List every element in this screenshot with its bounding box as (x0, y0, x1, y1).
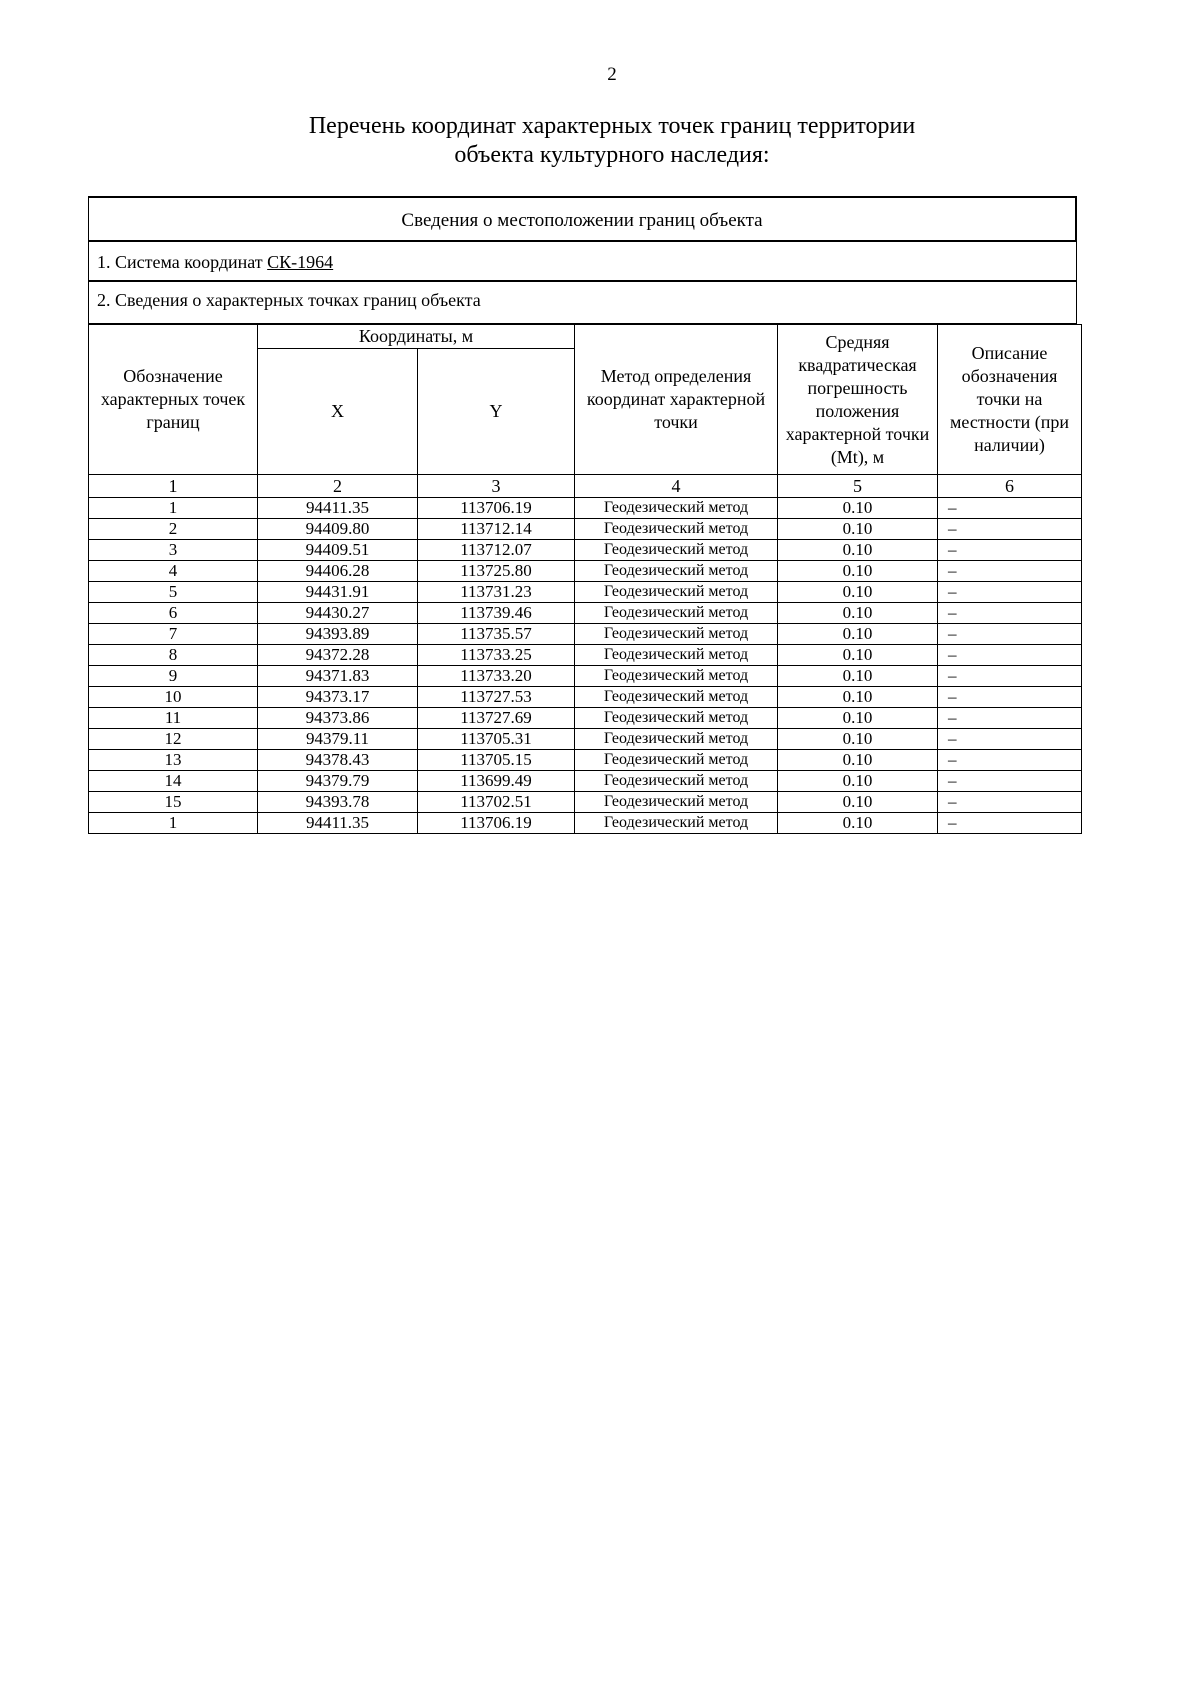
cell-y: 113706.19 (418, 813, 575, 834)
cell-description: – (938, 561, 1082, 582)
cell-y: 113725.80 (418, 561, 575, 582)
cell-method: Геодезический метод (575, 687, 778, 708)
table-row (89, 561, 1082, 582)
table-row (89, 603, 1082, 624)
cell-y: 113727.69 (418, 708, 575, 729)
table-row (89, 729, 1082, 750)
cell-y: 113733.25 (418, 645, 575, 666)
cell-point-number: 3 (89, 540, 258, 561)
cell-point-number: 10 (89, 687, 258, 708)
cell-description: – (938, 582, 1082, 603)
cell-x: 94371.83 (258, 666, 418, 687)
cell-method: Геодезический метод (575, 729, 778, 750)
cell-point-number: 5 (89, 582, 258, 603)
cell-description: – (938, 645, 1082, 666)
header-description: Описание обозначения точки на местности (при наличии) (938, 325, 1082, 475)
cell-point-number: 6 (89, 603, 258, 624)
cell-description: – (938, 666, 1082, 687)
cell-point-number: 1 (89, 498, 258, 519)
cell-y: 113733.20 (418, 666, 575, 687)
cell-method: Геодезический метод (575, 624, 778, 645)
cell-point-number: 15 (89, 792, 258, 813)
cell-method: Геодезический метод (575, 813, 778, 834)
cell-description: – (938, 750, 1082, 771)
coordinates-table-body (89, 498, 1082, 834)
cell-x: 94379.11 (258, 729, 418, 750)
cell-y: 113705.31 (418, 729, 575, 750)
cell-x: 94378.43 (258, 750, 418, 771)
cell-description: – (938, 792, 1082, 813)
column-index: 5 (778, 475, 938, 498)
cell-x: 94411.35 (258, 498, 418, 519)
cell-description: – (938, 813, 1082, 834)
column-index: 2 (258, 475, 418, 498)
cell-x: 94373.86 (258, 708, 418, 729)
cell-x: 94373.17 (258, 687, 418, 708)
header-error: Средняя квадратическая погрешность положения характерной точки (Mt), м (778, 325, 938, 475)
cell-method: Геодезический метод (575, 750, 778, 771)
cell-method: Геодезический метод (575, 498, 778, 519)
table-row (89, 750, 1082, 771)
points-section-title: 2. Сведения о характерных точках границ объекта (88, 282, 1077, 324)
column-index: 4 (575, 475, 778, 498)
cell-point-number: 1 (89, 813, 258, 834)
cell-y: 113731.23 (418, 582, 575, 603)
cell-method: Геодезический метод (575, 792, 778, 813)
cell-method: Геодезический метод (575, 582, 778, 603)
cell-x: 94372.28 (258, 645, 418, 666)
cell-point-number: 9 (89, 666, 258, 687)
cell-y: 113735.57 (418, 624, 575, 645)
cell-y: 113712.14 (418, 519, 575, 540)
cell-method: Геодезический метод (575, 561, 778, 582)
cell-error: 0.10 (778, 792, 938, 813)
cell-error: 0.10 (778, 561, 938, 582)
table-row (89, 792, 1082, 813)
header-designation: Обозначение характерных точек границ (89, 325, 258, 475)
cell-description: – (938, 771, 1082, 792)
table-row (89, 498, 1082, 519)
title-line-2: объекта культурного наследия: (454, 142, 770, 168)
document-title (0, 112, 1200, 170)
cell-x: 94379.79 (258, 771, 418, 792)
cell-error: 0.10 (778, 645, 938, 666)
cell-error: 0.10 (778, 519, 938, 540)
boundary-info-frame (88, 196, 1077, 834)
cell-method: Геодезический метод (575, 645, 778, 666)
cell-error: 0.10 (778, 582, 938, 603)
table-row (89, 519, 1082, 540)
cell-y: 113705.15 (418, 750, 575, 771)
cell-error: 0.10 (778, 813, 938, 834)
cell-error: 0.10 (778, 771, 938, 792)
table-row (89, 708, 1082, 729)
header-coordinates: Координаты, м (258, 325, 575, 349)
cell-x: 94393.78 (258, 792, 418, 813)
cell-point-number: 8 (89, 645, 258, 666)
cell-x: 94431.91 (258, 582, 418, 603)
cell-error: 0.10 (778, 750, 938, 771)
cell-point-number: 14 (89, 771, 258, 792)
header-method: Метод определения координат характерной точки (575, 325, 778, 475)
cell-x: 94430.27 (258, 603, 418, 624)
cell-point-number: 12 (89, 729, 258, 750)
cell-point-number: 7 (89, 624, 258, 645)
title-line-1: Перечень координат характерных точек границ территории (308, 113, 916, 139)
cell-error: 0.10 (778, 603, 938, 624)
cell-method: Геодезический метод (575, 666, 778, 687)
table-row (89, 687, 1082, 708)
coordinate-system-value: СК-1964 (267, 252, 334, 272)
cell-description: – (938, 603, 1082, 624)
cell-point-number: 2 (89, 519, 258, 540)
section-header: Сведения о местоположении границ объекта (88, 196, 1077, 242)
cell-method: Геодезический метод (575, 540, 778, 561)
cell-point-number: 11 (89, 708, 258, 729)
column-index: 6 (938, 475, 1082, 498)
cell-y: 113739.46 (418, 603, 575, 624)
cell-x: 94411.35 (258, 813, 418, 834)
table-row (89, 645, 1082, 666)
cell-description: – (938, 519, 1082, 540)
cell-method: Геодезический метод (575, 708, 778, 729)
cell-description: – (938, 708, 1082, 729)
cell-description: – (938, 729, 1082, 750)
cell-error: 0.10 (778, 540, 938, 561)
table-row (89, 582, 1082, 603)
cell-method: Геодезический метод (575, 603, 778, 624)
column-index: 1 (89, 475, 258, 498)
table-row (89, 666, 1082, 687)
cell-method: Геодезический метод (575, 519, 778, 540)
page-number: 2 (607, 64, 617, 85)
cell-x: 94393.89 (258, 624, 418, 645)
cell-error: 0.10 (778, 624, 938, 645)
cell-x: 94409.51 (258, 540, 418, 561)
cell-error: 0.10 (778, 708, 938, 729)
coordinate-system-label: 1. Система координат (97, 252, 268, 272)
cell-description: – (938, 624, 1082, 645)
cell-y: 113702.51 (418, 792, 575, 813)
cell-y: 113699.49 (418, 771, 575, 792)
cell-error: 0.10 (778, 498, 938, 519)
cell-x: 94406.28 (258, 561, 418, 582)
table-row (89, 624, 1082, 645)
cell-method: Геодезический метод (575, 771, 778, 792)
cell-y: 113706.19 (418, 498, 575, 519)
table-row (89, 540, 1082, 561)
coordinates-table (88, 324, 1082, 834)
table-row (89, 813, 1082, 834)
cell-error: 0.10 (778, 729, 938, 750)
cell-description: – (938, 498, 1082, 519)
cell-point-number: 13 (89, 750, 258, 771)
column-index: 3 (418, 475, 575, 498)
cell-point-number: 4 (89, 561, 258, 582)
cell-description: – (938, 687, 1082, 708)
header-x: X (258, 349, 418, 475)
cell-error: 0.10 (778, 687, 938, 708)
header-y: Y (418, 349, 575, 475)
table-row (89, 771, 1082, 792)
cell-x: 94409.80 (258, 519, 418, 540)
cell-description: – (938, 540, 1082, 561)
cell-y: 113727.53 (418, 687, 575, 708)
cell-y: 113712.07 (418, 540, 575, 561)
cell-error: 0.10 (778, 666, 938, 687)
coordinate-system-row (88, 242, 1077, 282)
